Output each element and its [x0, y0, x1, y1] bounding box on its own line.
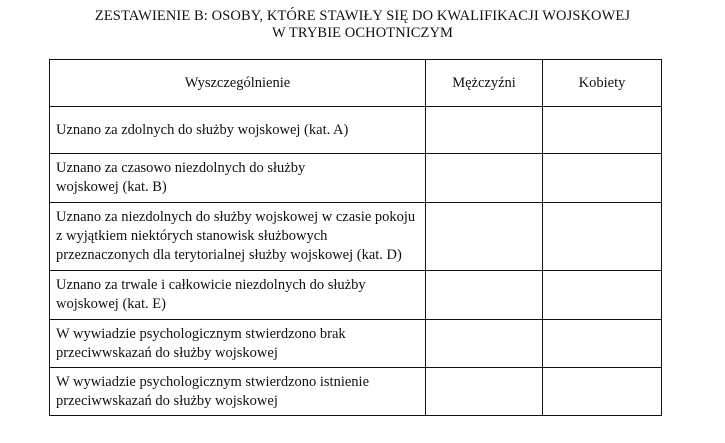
table-row	[50, 368, 662, 416]
women-cell[interactable]	[543, 271, 662, 320]
table-row	[50, 154, 662, 203]
row-label: Uznano za czasowo niezdolnych do służby wojskowej (kat. B)	[50, 154, 426, 203]
men-cell[interactable]	[426, 154, 543, 203]
men-cell[interactable]	[426, 368, 543, 416]
title-line-2: W TRYBIE OCHOTNICZYM	[271, 25, 454, 41]
table-row	[50, 271, 662, 320]
men-cell[interactable]	[426, 203, 543, 271]
men-cell[interactable]	[426, 107, 543, 154]
women-cell[interactable]	[543, 320, 662, 368]
row-label: W wywiadzie psychologicznym stwierdzono istnienie przeciwwskazań do służby wojskowej	[50, 368, 426, 416]
row-label: Uznano za trwale i całkowicie niezdolnych do służby wojskowej (kat. E)	[50, 271, 426, 320]
women-cell[interactable]	[543, 107, 662, 154]
row-label: Uznano za niezdolnych do służby wojskowej w czasie pokoju z wyjątkiem niektórych stanowisk służbowych przeznaczonych dla terytorialnej służby wojskowej (kat. D)	[50, 203, 426, 271]
title-line-1: ZESTAWIENIE B: OSOBY, KTÓRE STAWIŁY SIĘ DO KWALIFIKACJI WOJSKOWEJ	[94, 8, 631, 24]
header-men: Mężczyźni	[426, 60, 543, 107]
header-description: Wyszczególnienie	[50, 60, 426, 107]
row-label: Uznano za zdolnych do służby wojskowej (kat. A)	[50, 107, 426, 154]
table-row	[50, 203, 662, 271]
qualification-table	[49, 59, 662, 416]
header-women: Kobiety	[543, 60, 662, 107]
table-row	[50, 320, 662, 368]
women-cell[interactable]	[543, 154, 662, 203]
women-cell[interactable]	[543, 368, 662, 416]
row-label: W wywiadzie psychologicznym stwierdzono brak przeciwwskazań do służby wojskowej	[50, 320, 426, 368]
document-title	[0, 8, 725, 42]
men-cell[interactable]	[426, 320, 543, 368]
table-header-row	[50, 60, 662, 107]
women-cell[interactable]	[543, 203, 662, 271]
men-cell[interactable]	[426, 271, 543, 320]
table-row	[50, 107, 662, 154]
